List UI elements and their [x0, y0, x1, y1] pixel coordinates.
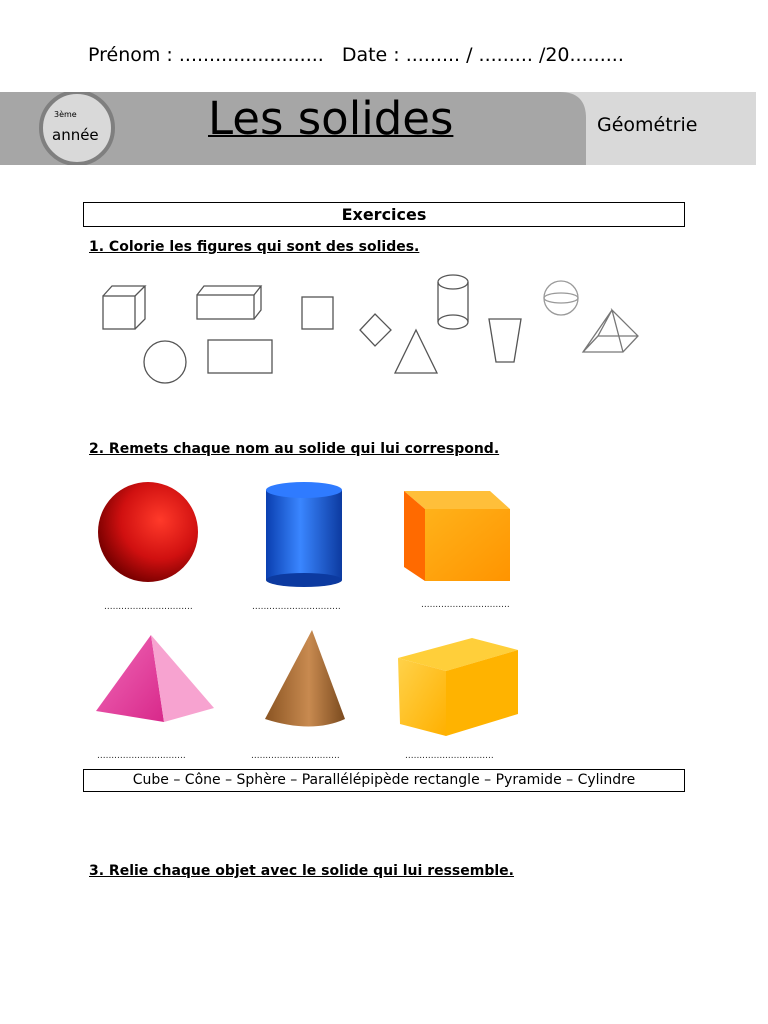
- grade-label: année: [52, 126, 99, 144]
- cube-outline-figure[interactable]: [103, 286, 145, 329]
- page-title: Les solides: [208, 92, 454, 145]
- sphere-outline-figure[interactable]: [544, 281, 578, 315]
- exercise-3-label: 3. Relie chaque objet avec le solide qui lui ressemble.: [89, 863, 514, 879]
- box-outline-figure[interactable]: [197, 286, 261, 319]
- box-solid: [398, 638, 518, 736]
- answer-blank-sphere[interactable]: ...............................: [104, 602, 193, 612]
- pyramid-outline-figure[interactable]: [583, 310, 638, 352]
- answer-blank-box[interactable]: ...............................: [405, 751, 494, 761]
- pyramid-solid: [96, 635, 214, 722]
- cylinder-solid: [266, 482, 342, 587]
- date-field[interactable]: Date : ......... / ......... /20.........: [341, 44, 624, 66]
- rectangle-figure[interactable]: [208, 340, 272, 373]
- answer-blank-cube[interactable]: ...............................: [421, 600, 510, 610]
- exercise-2-label: 2. Remets chaque nom au solide qui lui correspond.: [89, 441, 500, 457]
- exercise-1-figures: [90, 268, 650, 393]
- grade-superscript: 3ème: [54, 110, 77, 119]
- square-figure[interactable]: [302, 297, 333, 329]
- solid-names-list: Cube – Cône – Sphère – Parallélépipède rectangle – Pyramide – Cylindre: [83, 769, 685, 792]
- circle-figure[interactable]: [144, 341, 186, 383]
- cone-solid: [265, 630, 345, 727]
- exercise-1-label: 1. Colorie les figures qui sont des solides.: [89, 239, 420, 255]
- section-header: Exercices: [83, 202, 685, 227]
- subject-label: Géométrie: [597, 114, 698, 136]
- answer-blank-pyramid[interactable]: ...............................: [97, 751, 186, 761]
- answer-blank-cone[interactable]: ...............................: [251, 751, 340, 761]
- answer-blank-cylinder[interactable]: ...............................: [252, 602, 341, 612]
- cube-solid: [404, 491, 510, 581]
- sphere-solid: [98, 482, 198, 582]
- prenom-field[interactable]: Prénom : ........................: [88, 44, 324, 66]
- triangle-figure[interactable]: [395, 330, 437, 373]
- trapezoid-figure[interactable]: [489, 319, 521, 362]
- exercise-2-solids: [92, 478, 532, 746]
- diamond-figure[interactable]: [360, 314, 391, 346]
- cylinder-outline-figure[interactable]: [438, 275, 468, 329]
- header-line: [88, 44, 624, 66]
